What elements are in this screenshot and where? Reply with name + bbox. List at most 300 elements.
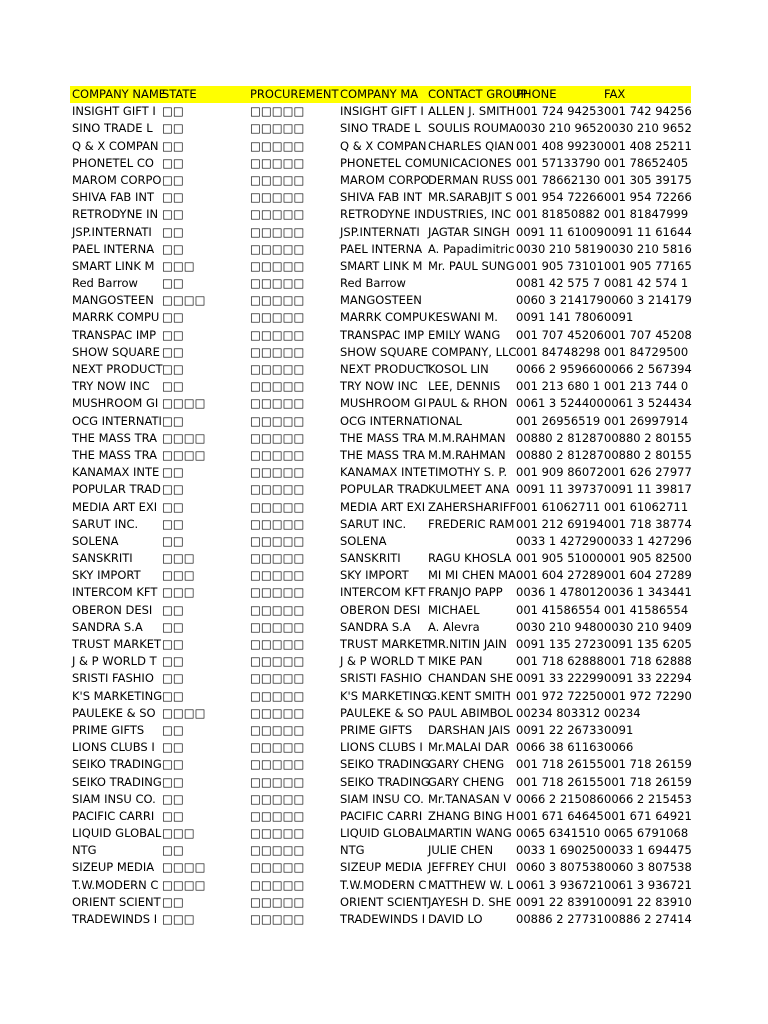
cell-procurement[interactable]: □□□□□: [250, 258, 305, 273]
cell-procurement[interactable]: □□□□□: [250, 413, 305, 428]
cell-phone[interactable]: 0030 210 9480: [516, 619, 604, 634]
cell-contact[interactable]: JULIE CHEN: [428, 843, 494, 858]
cell-procurement[interactable]: □□□□□: [250, 585, 305, 600]
cell-company-name[interactable]: OCG INTERNATI: [72, 413, 162, 428]
cell-procurement[interactable]: □□□□□: [250, 654, 305, 669]
cell-contact[interactable]: A. Papadimitric: [428, 241, 515, 256]
cell-state[interactable]: □□□: [162, 585, 195, 600]
cell-fax[interactable]: 001 972 72290: [604, 688, 692, 703]
cell-state[interactable]: □□: [162, 224, 184, 239]
cell-company-name[interactable]: SARUT INC.: [72, 516, 139, 531]
cell-fax[interactable]: 0066 2 215453: [604, 791, 692, 806]
cell-contact[interactable]: KOSOL LIN: [428, 362, 489, 376]
cell-state[interactable]: □□: [162, 155, 184, 170]
cell-company-ma[interactable]: Red Barrow: [340, 276, 406, 291]
cell-procurement[interactable]: □□□□□: [250, 499, 305, 514]
cell-company-ma[interactable]: MUSHROOM GI: [340, 396, 427, 411]
cell-fax[interactable]: 0060 3 807538: [604, 860, 692, 875]
header-procurement[interactable]: PROCUREMENT: [250, 87, 339, 101]
cell-phone[interactable]: 0091 11 39737: [516, 482, 604, 497]
cell-fax[interactable]: 0030 210 5816: [604, 241, 692, 256]
cell-company-ma[interactable]: PHONETEL COMUNICACIONES: [340, 155, 512, 170]
cell-company-name[interactable]: MANGOSTEEN: [72, 293, 154, 308]
cell-company-name[interactable]: T.W.MODERN C: [72, 877, 159, 892]
cell-state[interactable]: □□: [162, 344, 184, 359]
cell-company-name[interactable]: Red Barrow: [72, 276, 138, 291]
cell-contact[interactable]: [426, 344, 514, 361]
cell-fax[interactable]: 001 604 27289: [604, 568, 692, 583]
cell-fax[interactable]: 001 78652405: [604, 155, 689, 170]
cell-procurement[interactable]: □□□□□: [250, 207, 305, 222]
cell-phone[interactable]: 0091 141 7806: [516, 310, 604, 325]
cell-company-ma[interactable]: SIZEUP MEDIA: [340, 860, 423, 875]
cell-company-ma[interactable]: TRUST MARKET: [340, 637, 430, 651]
cell-company-name[interactable]: KANAMAX INTE: [72, 465, 160, 480]
cell-contact[interactable]: ALLEN J. SMITH: [428, 104, 516, 119]
cell-contact[interactable]: Mr.MALAI DAR: [428, 740, 510, 755]
cell-company-ma[interactable]: PAEL INTERNA: [340, 241, 423, 256]
cell-procurement[interactable]: □□□□□: [250, 705, 305, 720]
cell-procurement[interactable]: □□□□□: [250, 310, 305, 325]
header-state[interactable]: STATE: [162, 87, 197, 101]
cell-procurement[interactable]: □□□□□: [250, 533, 305, 548]
cell-phone[interactable]: 001 78662130: [516, 172, 601, 187]
cell-procurement[interactable]: □□□□□: [250, 344, 305, 359]
cell-company-name[interactable]: MARRK COMPU: [72, 310, 160, 325]
cell-contact[interactable]: JEFFREY CHUI: [428, 860, 507, 875]
cell-contact[interactable]: GARY CHENG: [428, 774, 505, 789]
cell-company-name[interactable]: NTG: [72, 843, 97, 858]
cell-phone[interactable]: 001 41586554: [516, 602, 601, 617]
cell-contact[interactable]: ZAHERSHARIFF: [428, 499, 517, 514]
cell-state[interactable]: □□: [162, 688, 184, 703]
cell-state[interactable]: □□: [162, 740, 184, 755]
cell-contact[interactable]: M.M.RAHMAN: [428, 430, 506, 445]
cell-company-name[interactable]: INTERCOM KFT: [72, 585, 158, 600]
cell-contact[interactable]: KULMEET ANA: [428, 482, 510, 497]
cell-fax[interactable]: 0033 1 694475: [604, 843, 692, 858]
cell-company-ma[interactable]: MAROM CORPO: [340, 172, 430, 187]
cell-company-ma[interactable]: LIONS CLUBS I: [340, 740, 423, 755]
cell-procurement[interactable]: □□□□□: [250, 396, 305, 411]
cell-company-name[interactable]: SMART LINK M: [72, 258, 155, 273]
cell-company-ma[interactable]: RETRODYNE INDUSTRIES, INC: [340, 207, 511, 222]
cell-company-name[interactable]: TRADEWINDS I: [72, 912, 158, 926]
cell-company-ma[interactable]: INTERCOM KFT: [340, 585, 426, 600]
cell-state[interactable]: □□□□: [162, 860, 206, 875]
cell-procurement[interactable]: □□□□□: [250, 482, 305, 497]
cell-company-ma[interactable]: JSP.INTERNATI: [340, 224, 420, 239]
cell-company-name[interactable]: SEIKO TRADING: [72, 774, 162, 789]
cell-procurement[interactable]: □□□□□: [250, 155, 305, 170]
cell-fax[interactable]: 00886 2 27414: [604, 912, 692, 926]
cell-state[interactable]: □□: [162, 671, 184, 686]
cell-state[interactable]: □□: [162, 637, 184, 651]
cell-company-ma[interactable]: SARUT INC.: [340, 516, 407, 531]
cell-procurement[interactable]: □□□□□: [250, 327, 305, 342]
cell-phone[interactable]: 001 707 45206: [516, 327, 604, 342]
cell-company-ma[interactable]: J & P WORLD T: [340, 654, 425, 669]
cell-contact[interactable]: KESWANI M.: [428, 310, 498, 325]
cell-fax[interactable]: 001 954 72266: [604, 190, 692, 205]
cell-company-name[interactable]: SOLENA: [72, 533, 119, 548]
cell-contact[interactable]: MICHAEL: [428, 602, 480, 617]
cell-fax[interactable]: 001 718 26159: [604, 757, 692, 772]
cell-phone[interactable]: 0081 42 575 7: [516, 276, 601, 291]
cell-fax[interactable]: 0066: [604, 740, 634, 755]
cell-company-name[interactable]: ORIENT SCIENT: [72, 894, 161, 909]
cell-contact[interactable]: FRANJO PAPP: [428, 585, 503, 600]
cell-fax[interactable]: 001 905 77165: [604, 258, 692, 273]
cell-fax[interactable]: 001 41586554: [604, 602, 689, 617]
cell-phone[interactable]: 001 718 26155: [516, 774, 604, 789]
cell-procurement[interactable]: □□□□□: [250, 637, 305, 651]
cell-company-ma[interactable]: SKY IMPORT: [340, 568, 409, 583]
cell-fax[interactable]: 001 671 64921: [604, 808, 692, 823]
cell-procurement[interactable]: □□□□□: [250, 791, 305, 806]
cell-fax[interactable]: 001 718 38774: [604, 516, 692, 531]
cell-company-name[interactable]: SHOW SQUARE: [72, 344, 160, 359]
cell-state[interactable]: □□: [162, 172, 184, 187]
cell-company-name[interactable]: SANDRA S.A: [72, 619, 143, 634]
cell-fax[interactable]: 0091: [604, 722, 634, 737]
cell-company-ma[interactable]: SINO TRADE L: [340, 121, 421, 136]
cell-procurement[interactable]: □□□□□: [250, 224, 305, 239]
cell-phone[interactable]: 0065 6341510: [516, 826, 601, 841]
cell-company-name[interactable]: MEDIA ART EXI: [72, 499, 158, 514]
cell-company-ma[interactable]: K'S MARKETING: [340, 688, 431, 703]
cell-contact[interactable]: [426, 292, 514, 309]
cell-procurement[interactable]: □□□□□: [250, 379, 305, 394]
cell-company-name[interactable]: THE MASS TRA: [72, 447, 158, 462]
cell-state[interactable]: □□: [162, 602, 184, 617]
cell-company-ma[interactable]: KANAMAX INTE: [340, 465, 428, 480]
cell-phone[interactable]: 00880 2 81287: [516, 447, 604, 462]
cell-fax[interactable]: 00234: [604, 705, 641, 720]
cell-company-name[interactable]: LIONS CLUBS I: [72, 740, 155, 755]
cell-company-name[interactable]: TRUST MARKET: [72, 637, 162, 651]
cell-company-name[interactable]: OBERON DESI: [72, 602, 153, 617]
cell-phone[interactable]: 00886 2 27731: [516, 912, 604, 926]
cell-state[interactable]: □□: [162, 465, 184, 480]
cell-contact[interactable]: MI MI CHEN MA: [428, 568, 516, 583]
cell-company-name[interactable]: SKY IMPORT: [72, 568, 141, 583]
cell-contact[interactable]: RAGU KHOSLA: [428, 551, 512, 566]
cell-fax[interactable]: 001 742 94256: [604, 104, 692, 119]
cell-state[interactable]: □□: [162, 190, 184, 205]
cell-state[interactable]: □□: [162, 757, 184, 772]
cell-phone[interactable]: 001 57133790: [516, 155, 601, 170]
cell-phone[interactable]: 001 718 62888: [516, 654, 604, 669]
cell-state[interactable]: □□: [162, 619, 184, 634]
cell-procurement[interactable]: □□□□□: [250, 293, 305, 308]
cell-company-ma[interactable]: ORIENT SCIENT: [340, 894, 429, 909]
cell-procurement[interactable]: □□□□□: [250, 671, 305, 686]
cell-contact[interactable]: MR.NITIN JAIN: [428, 637, 507, 651]
cell-company-name[interactable]: K'S MARKETING: [72, 688, 163, 703]
cell-fax[interactable]: 0091 11 61644: [604, 224, 692, 239]
cell-company-name[interactable]: MAROM CORPO: [72, 172, 162, 187]
cell-company-name[interactable]: TRY NOW INC: [72, 379, 150, 394]
cell-phone[interactable]: 0091 135 2723: [516, 637, 604, 651]
cell-contact[interactable]: ZHANG BING H: [428, 808, 515, 823]
cell-company-ma[interactable]: TRY NOW INC: [340, 379, 418, 394]
cell-phone[interactable]: 001 26956519: [516, 413, 601, 428]
cell-fax[interactable]: 0081 42 574 1: [604, 276, 689, 291]
cell-state[interactable]: □□: [162, 413, 184, 428]
cell-contact[interactable]: PAUL ABIMBOL: [428, 705, 513, 720]
header-company-name[interactable]: COMPANY NAME: [72, 87, 167, 101]
cell-phone[interactable]: 001 972 72250: [516, 688, 604, 703]
cell-company-ma[interactable]: TRANSPAC IMP: [340, 327, 425, 342]
cell-company-ma[interactable]: T.W.MODERN C: [340, 877, 427, 892]
cell-fax[interactable]: 0091 11 39817: [604, 482, 692, 497]
cell-company-name[interactable]: SIAM INSU CO.: [72, 791, 156, 806]
cell-state[interactable]: □□: [162, 722, 184, 737]
cell-company-ma[interactable]: MARRK COMPU: [340, 310, 428, 325]
cell-fax[interactable]: 001 707 45208: [604, 327, 692, 342]
cell-phone[interactable]: 0061 3 936721: [516, 877, 604, 892]
cell-company-name[interactable]: PHONETEL CO: [72, 155, 154, 170]
cell-state[interactable]: □□□: [162, 826, 195, 841]
cell-contact[interactable]: PAUL & RHON: [428, 396, 508, 411]
cell-fax[interactable]: 0036 1 343441: [604, 585, 692, 600]
cell-phone[interactable]: 001 81850882: [516, 207, 601, 222]
cell-contact[interactable]: Mr. PAUL SUNG: [428, 258, 515, 273]
cell-state[interactable]: □□: [162, 379, 184, 394]
cell-state[interactable]: □□□□: [162, 447, 206, 462]
cell-procurement[interactable]: □□□□□: [250, 276, 305, 291]
cell-fax[interactable]: 001 408 25211: [604, 138, 692, 153]
cell-phone[interactable]: 0091 33 22299: [516, 671, 604, 686]
cell-company-name[interactable]: TRANSPAC IMP: [72, 327, 157, 342]
cell-phone[interactable]: 001 212 69194: [516, 516, 604, 531]
cell-company-ma[interactable]: Q & X COMPAN: [340, 138, 427, 153]
cell-state[interactable]: □□: [162, 104, 184, 119]
cell-company-ma[interactable]: SANSKRITI: [340, 551, 401, 566]
cell-phone[interactable]: 0091 22 26733: [516, 722, 604, 737]
header-contact-group[interactable]: CONTACT GROUP: [428, 87, 528, 101]
cell-contact[interactable]: JAYESH D. SHE: [428, 894, 512, 909]
cell-company-name[interactable]: INSIGHT GIFT I: [72, 104, 156, 119]
cell-procurement[interactable]: □□□□□: [250, 516, 305, 531]
cell-state[interactable]: □□: [162, 516, 184, 531]
cell-state[interactable]: □□: [162, 362, 184, 376]
cell-company-name[interactable]: PACIFIC CARRI: [72, 808, 155, 823]
cell-state[interactable]: □□□□: [162, 877, 206, 892]
cell-phone[interactable]: 001 671 64645: [516, 808, 604, 823]
cell-fax[interactable]: 0066 2 567394: [604, 362, 692, 376]
cell-procurement[interactable]: □□□□□: [250, 172, 305, 187]
cell-company-ma[interactable]: SOLENA: [340, 533, 387, 548]
cell-contact[interactable]: MATTHEW W. L: [428, 877, 514, 892]
cell-procurement[interactable]: □□□□□: [250, 877, 305, 892]
cell-contact[interactable]: MIKE PAN: [428, 654, 483, 669]
cell-state[interactable]: □□: [162, 774, 184, 789]
cell-state[interactable]: □□: [162, 499, 184, 514]
cell-fax[interactable]: 001 305 39175: [604, 172, 692, 187]
cell-state[interactable]: □□□□: [162, 705, 206, 720]
cell-procurement[interactable]: □□□□□: [250, 740, 305, 755]
cell-phone[interactable]: 001 718 26155: [516, 757, 604, 772]
cell-procurement[interactable]: □□□□□: [250, 190, 305, 205]
cell-state[interactable]: □□: [162, 533, 184, 548]
cell-state[interactable]: □□□□: [162, 293, 206, 308]
cell-phone[interactable]: 001 905 51000: [516, 551, 604, 566]
cell-procurement[interactable]: □□□□□: [250, 551, 305, 566]
cell-state[interactable]: □□: [162, 121, 184, 136]
cell-fax[interactable]: 001 26997914: [604, 413, 689, 428]
cell-phone[interactable]: 0030 210 5819: [516, 241, 604, 256]
cell-state[interactable]: □□□□: [162, 430, 206, 445]
cell-company-ma[interactable]: SRISTI FASHIO: [340, 671, 422, 686]
cell-company-ma[interactable]: SHIVA FAB INT: [340, 190, 422, 205]
cell-fax[interactable]: 0033 1 427296: [604, 533, 692, 548]
cell-contact[interactable]: [426, 533, 514, 550]
cell-phone[interactable]: 001 604 27289: [516, 568, 604, 583]
cell-company-name[interactable]: LIQUID GLOBAL: [72, 826, 162, 841]
cell-phone[interactable]: 001 61062711: [516, 499, 601, 514]
cell-state[interactable]: □□□: [162, 551, 195, 566]
cell-fax[interactable]: 00880 2 80155: [604, 447, 692, 462]
cell-company-name[interactable]: PRIME GIFTS: [72, 722, 145, 737]
cell-phone[interactable]: 0066 38 61163: [516, 740, 604, 755]
cell-company-ma[interactable]: SHOW SQUARE COMPANY, LLC: [340, 344, 517, 359]
cell-procurement[interactable]: □□□□□: [250, 826, 305, 841]
cell-company-ma[interactable]: SANDRA S.A: [340, 619, 411, 634]
cell-state[interactable]: □□□: [162, 568, 195, 583]
cell-phone[interactable]: 001 909 86072: [516, 465, 604, 480]
cell-procurement[interactable]: □□□□□: [250, 808, 305, 823]
cell-procurement[interactable]: □□□□□: [250, 688, 305, 703]
cell-company-ma[interactable]: MANGOSTEEN: [340, 293, 422, 308]
cell-company-ma[interactable]: THE MASS TRA: [340, 430, 426, 445]
cell-phone[interactable]: 0033 1 427290: [516, 533, 604, 548]
cell-contact[interactable]: FREDERIC RAM: [428, 516, 515, 531]
cell-company-ma[interactable]: INSIGHT GIFT I: [340, 104, 424, 119]
cell-fax[interactable]: 001 81847999: [604, 207, 689, 222]
cell-procurement[interactable]: □□□□□: [250, 362, 305, 376]
cell-company-name[interactable]: THE MASS TRA: [72, 430, 158, 445]
cell-fax[interactable]: 0091: [604, 310, 634, 325]
cell-phone[interactable]: 0061 3 524400: [516, 396, 604, 411]
cell-contact[interactable]: SOULIS ROUMA: [428, 121, 517, 136]
cell-contact[interactable]: MR.SARABJIT S: [428, 190, 513, 205]
cell-state[interactable]: □□: [162, 138, 184, 153]
cell-company-name[interactable]: SIZEUP MEDIA: [72, 860, 155, 875]
cell-contact[interactable]: EMILY WANG: [428, 327, 501, 342]
cell-company-name[interactable]: SINO TRADE L: [72, 121, 153, 136]
cell-state[interactable]: □□: [162, 241, 184, 256]
cell-phone[interactable]: 001 905 73101: [516, 258, 604, 273]
cell-state[interactable]: □□: [162, 276, 184, 291]
cell-state[interactable]: □□: [162, 327, 184, 342]
cell-company-ma[interactable]: PACIFIC CARRI: [340, 808, 423, 823]
cell-procurement[interactable]: □□□□□: [250, 894, 305, 909]
cell-procurement[interactable]: □□□□□: [250, 104, 305, 119]
cell-contact[interactable]: DAVID LO: [428, 912, 483, 926]
cell-phone[interactable]: 0030 210 9652: [516, 121, 604, 136]
cell-phone[interactable]: 0066 2 215086: [516, 791, 604, 806]
cell-fax[interactable]: 0030 210 9652: [604, 121, 692, 136]
cell-phone[interactable]: 0091 22 83910: [516, 894, 604, 909]
cell-procurement[interactable]: □□□□□: [250, 138, 305, 153]
cell-company-ma[interactable]: TRADEWINDS I: [340, 912, 426, 926]
cell-state[interactable]: □□□: [162, 258, 195, 273]
cell-company-name[interactable]: POPULAR TRAD: [72, 482, 161, 497]
cell-company-name[interactable]: RETRODYNE IN: [72, 207, 159, 222]
cell-fax[interactable]: 0065 6791068: [604, 826, 689, 841]
cell-company-name[interactable]: PAULEKE & SO: [72, 705, 156, 720]
cell-phone[interactable]: 001 724 94253: [516, 104, 604, 119]
cell-contact[interactable]: [426, 206, 514, 223]
cell-contact[interactable]: JAGTAR SINGH: [428, 224, 510, 239]
cell-procurement[interactable]: □□□□□: [250, 430, 305, 445]
cell-fax[interactable]: 0091 33 22294: [604, 671, 692, 686]
cell-company-ma[interactable]: NTG: [340, 843, 365, 858]
cell-fax[interactable]: 001 213 744 0: [604, 379, 689, 394]
cell-contact[interactable]: [426, 155, 514, 172]
header-company-ma[interactable]: COMPANY MA: [340, 87, 419, 101]
cell-phone[interactable]: 0060 3 807538: [516, 860, 604, 875]
cell-company-ma[interactable]: PAULEKE & SO: [340, 705, 424, 720]
cell-company-ma[interactable]: MEDIA ART EXI: [340, 499, 426, 514]
cell-fax[interactable]: 001 626 27977: [604, 465, 692, 480]
cell-company-ma[interactable]: THE MASS TRA: [340, 447, 426, 462]
cell-company-name[interactable]: Q & X COMPAN: [72, 138, 159, 153]
cell-procurement[interactable]: □□□□□: [250, 241, 305, 256]
cell-company-name[interactable]: MUSHROOM GI: [72, 396, 159, 411]
cell-procurement[interactable]: □□□□□: [250, 465, 305, 480]
cell-company-ma[interactable]: OBERON DESI: [340, 602, 421, 617]
cell-procurement[interactable]: □□□□□: [250, 774, 305, 789]
cell-phone[interactable]: 0066 2 959660: [516, 362, 604, 376]
cell-fax[interactable]: 001 718 26159: [604, 774, 692, 789]
cell-company-ma[interactable]: POPULAR TRAD: [340, 482, 429, 497]
cell-state[interactable]: □□: [162, 843, 184, 858]
cell-contact[interactable]: TIMOTHY S. P.: [428, 465, 508, 480]
cell-company-ma[interactable]: SEIKO TRADING: [340, 774, 430, 789]
cell-procurement[interactable]: □□□□□: [250, 568, 305, 583]
cell-procurement[interactable]: □□□□□: [250, 757, 305, 772]
cell-phone[interactable]: 0060 3 214179: [516, 293, 604, 308]
cell-company-name[interactable]: PAEL INTERNA: [72, 241, 155, 256]
cell-phone[interactable]: 00234 803312: [516, 705, 601, 720]
cell-fax[interactable]: 0030 210 9409: [604, 619, 692, 634]
cell-phone[interactable]: 001 213 680 1: [516, 379, 601, 394]
cell-state[interactable]: □□□: [162, 912, 195, 926]
cell-contact[interactable]: [426, 275, 514, 292]
cell-contact[interactable]: Mr.TANASAN V: [428, 791, 512, 806]
cell-contact[interactable]: CHARLES QIAN: [428, 138, 515, 153]
cell-fax[interactable]: 0091 135 6205: [604, 637, 692, 651]
cell-fax[interactable]: 0060 3 214179: [604, 293, 692, 308]
cell-contact[interactable]: A. Alevra: [428, 619, 480, 634]
cell-contact[interactable]: GARY CHENG: [428, 757, 505, 772]
cell-company-ma[interactable]: NEXT PRODUCT: [340, 362, 431, 376]
cell-procurement[interactable]: □□□□□: [250, 602, 305, 617]
cell-fax[interactable]: 001 84729500: [604, 344, 689, 359]
cell-company-ma[interactable]: SEIKO TRADING: [340, 757, 430, 772]
cell-state[interactable]: □□: [162, 894, 184, 909]
cell-company-name[interactable]: JSP.INTERNATI: [72, 224, 152, 239]
cell-company-ma[interactable]: SMART LINK M: [340, 258, 423, 273]
header-fax[interactable]: FAX: [604, 87, 626, 101]
cell-state[interactable]: □□: [162, 654, 184, 669]
cell-company-name[interactable]: J & P WORLD T: [72, 654, 157, 669]
cell-company-name[interactable]: SRISTI FASHIO: [72, 671, 154, 686]
cell-company-name[interactable]: NEXT PRODUCT: [72, 362, 163, 376]
